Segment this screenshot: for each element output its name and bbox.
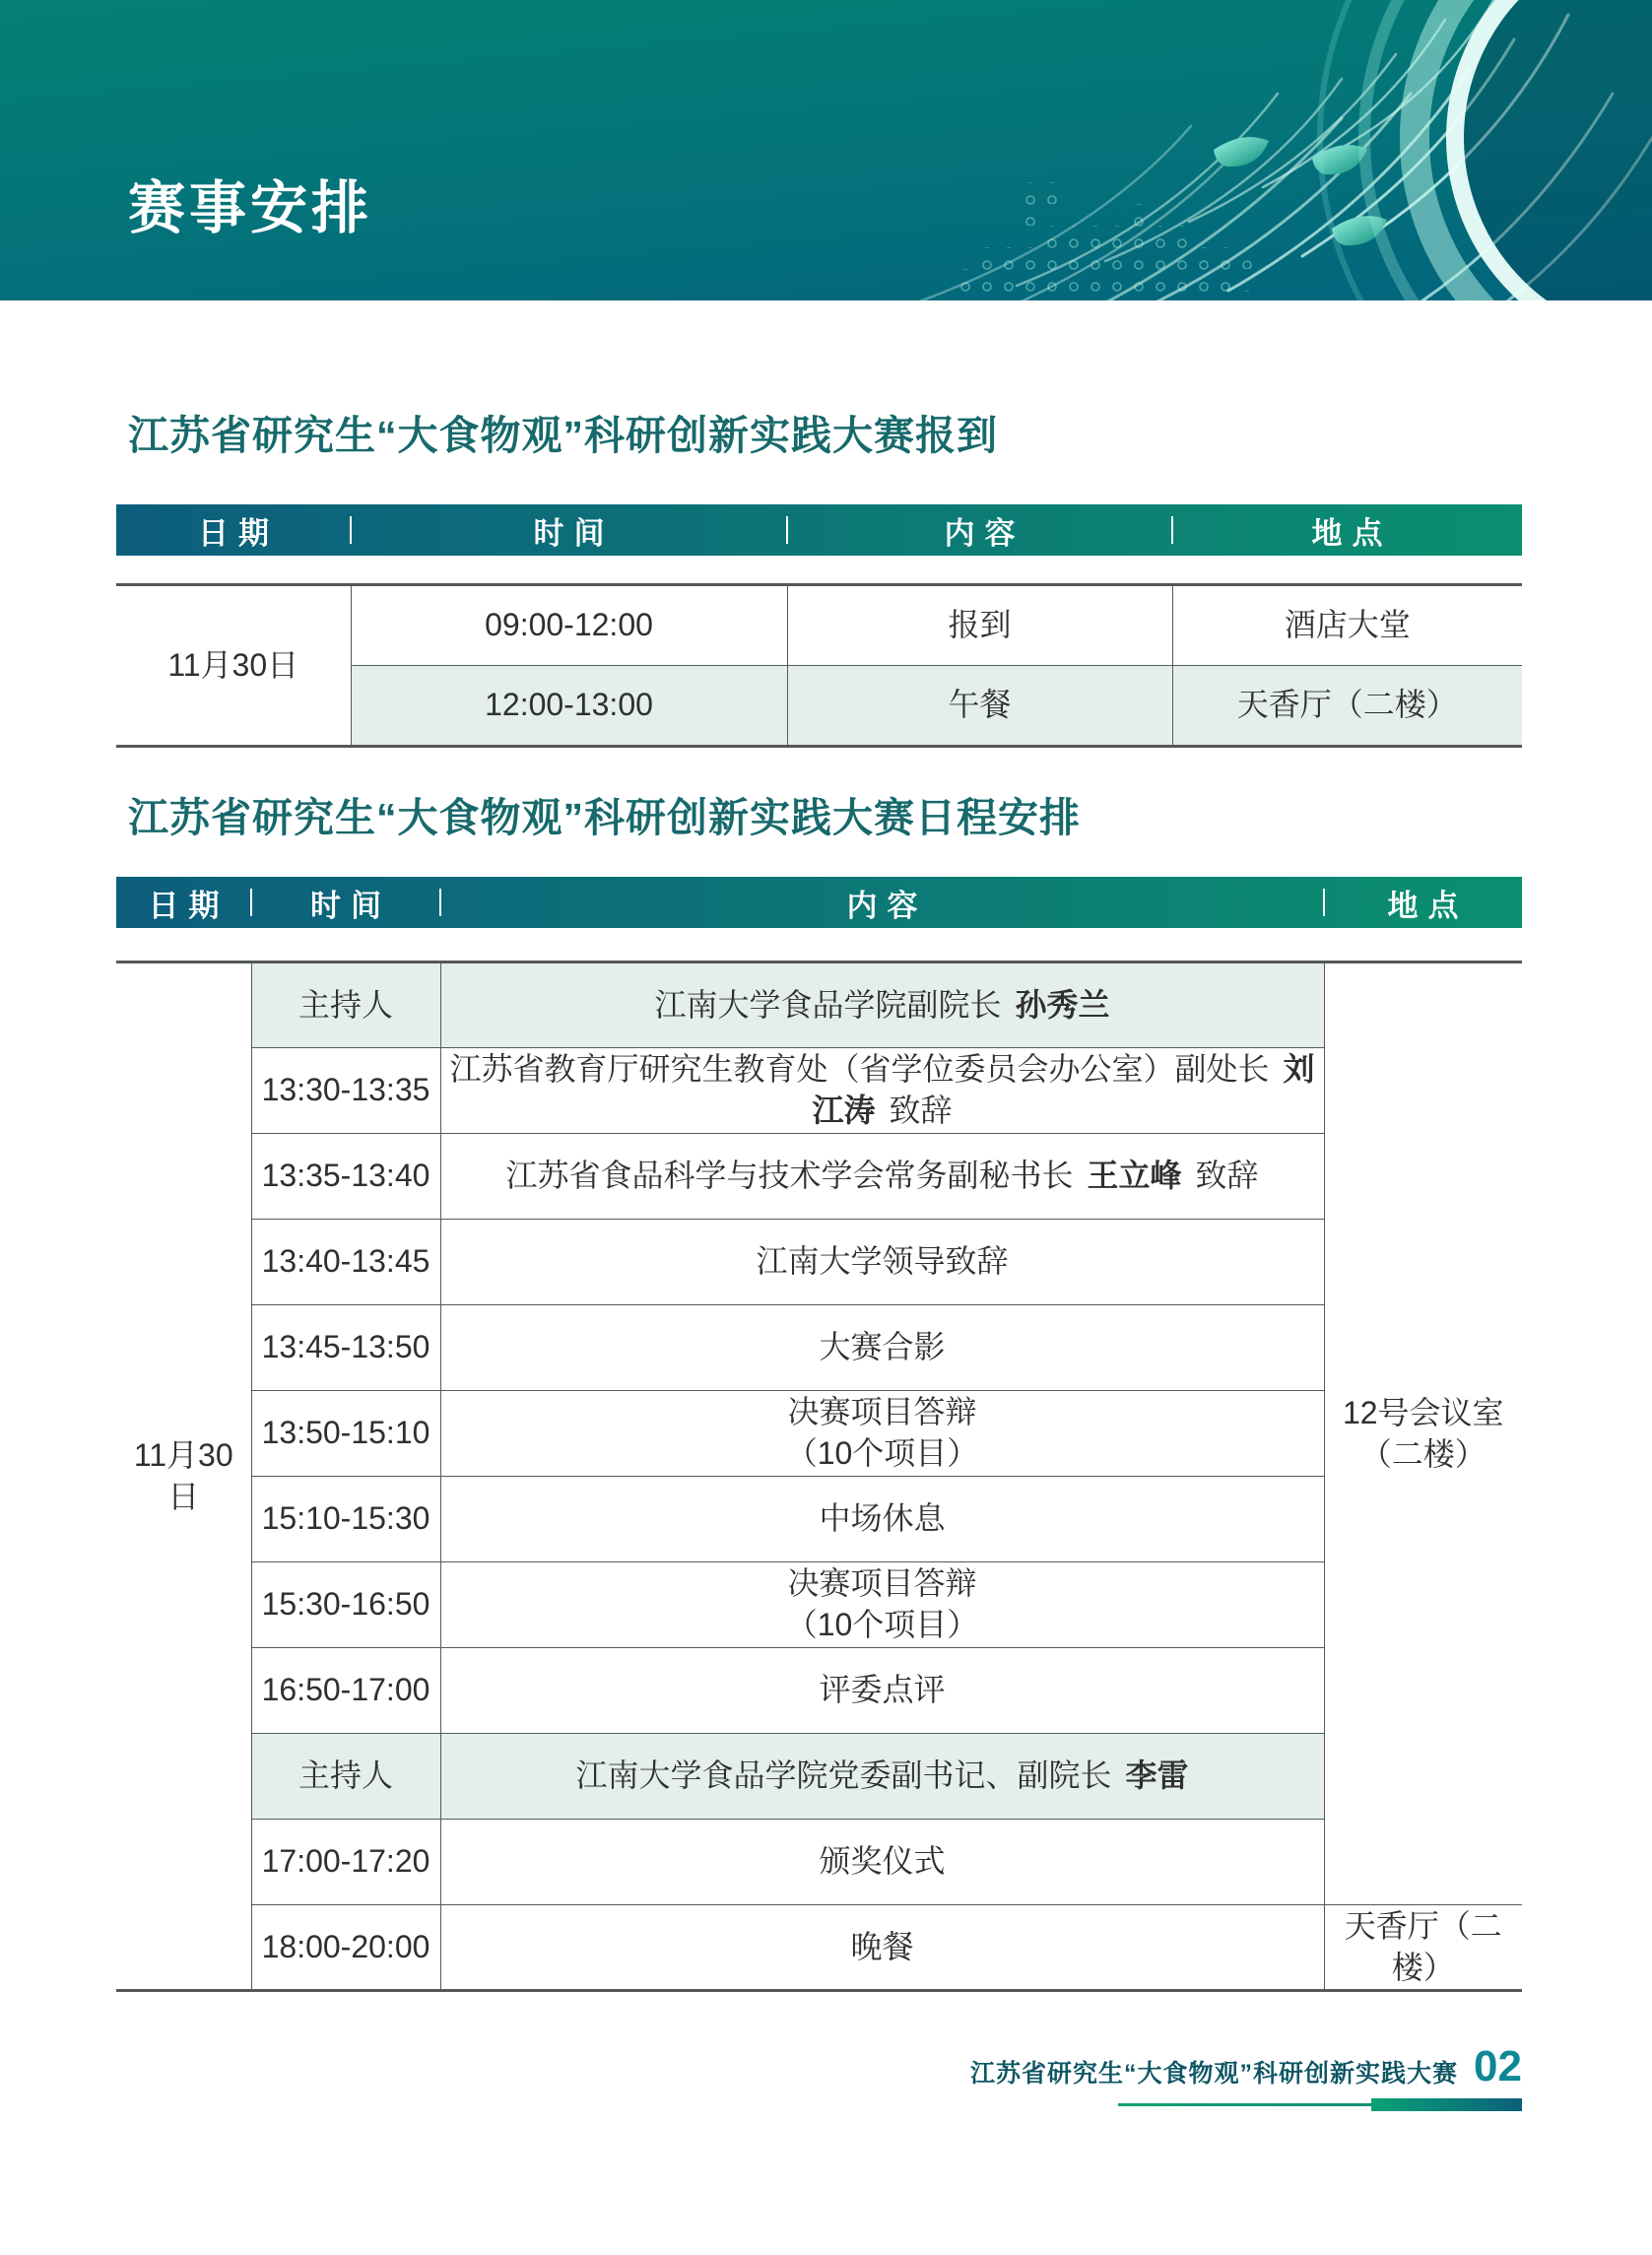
time-cell: 16:50-17:00 [251, 1648, 440, 1734]
time-cell: 09:00-12:00 [351, 585, 787, 666]
footer-rule-thin [1118, 2103, 1371, 2106]
footer-rule-thick [1371, 2098, 1522, 2111]
table-row [116, 1391, 1522, 1477]
table-row [116, 1734, 1522, 1820]
footer-title: 江苏省研究生“大食物观”科研创新实践大赛 [970, 2060, 1459, 2088]
location-cell: 12号会议室 （二楼） [1324, 962, 1522, 1905]
content-cell: 颁奖仪式 [440, 1820, 1324, 1905]
table1-header [116, 504, 1522, 556]
page-number: 02 [1474, 2042, 1522, 2090]
table-row [116, 585, 1522, 666]
time-cell: 13:40-13:45 [251, 1220, 440, 1305]
time-cell: 13:35-13:40 [251, 1134, 440, 1220]
content-cell: 江苏省食品科学与技术学会常务副秘书长 王立峰 致辞 [440, 1134, 1324, 1220]
section2-title: 江苏省研究生“大食物观”科研创新实践大赛日程安排 [128, 795, 1081, 840]
page-footer [970, 2042, 1522, 2090]
section1-title: 江苏省研究生“大食物观”科研创新实践大赛报到 [128, 413, 998, 458]
location-cell: 天香厅（二楼） [1324, 1905, 1522, 1991]
location-cell: 天香厅（二楼） [1172, 666, 1522, 747]
content-cell: 决赛项目答辩 （10个项目） [440, 1391, 1324, 1477]
time-cell: 18:00-20:00 [251, 1905, 440, 1991]
table-row [116, 1648, 1522, 1734]
table-row [116, 1134, 1522, 1220]
content-cell: 中场休息 [440, 1477, 1324, 1562]
content-cell: 晚餐 [440, 1905, 1324, 1991]
header-cell-location: 地点 [1387, 888, 1469, 923]
content-cell: 江苏省教育厅研究生教育处（省学位委员会办公室）副处长 刘江涛 致辞 [440, 1048, 1324, 1134]
time-cell: 13:45-13:50 [251, 1305, 440, 1391]
time-cell: 主持人 [251, 962, 440, 1048]
table-row [116, 1820, 1522, 1905]
time-cell: 13:30-13:35 [251, 1048, 440, 1134]
table-row [116, 1220, 1522, 1305]
header-cell-date: 日期 [116, 877, 251, 928]
header-cell-time: 时间 [351, 504, 787, 556]
agenda-table [116, 961, 1522, 1992]
date-cell: 11月30日 [116, 585, 351, 747]
dot-grid [952, 182, 1257, 300]
page-banner [0, 0, 1652, 300]
time-cell: 15:10-15:30 [251, 1477, 440, 1562]
content-cell: 江南大学领导致辞 [440, 1220, 1324, 1305]
content-cell: 决赛项目答辩 （10个项目） [440, 1562, 1324, 1648]
concentric-rings [1320, 0, 1652, 300]
table-row [116, 962, 1522, 1048]
header-cell-time: 时间 [251, 877, 440, 928]
footer-rule [1118, 2098, 1522, 2111]
time-cell: 主持人 [251, 1734, 440, 1820]
time-cell: 12:00-13:00 [351, 666, 787, 747]
time-cell: 13:50-15:10 [251, 1391, 440, 1477]
time-cell: 17:00-17:20 [251, 1820, 440, 1905]
content-cell: 大赛合影 [440, 1305, 1324, 1391]
header-cell-location: 地点 [1311, 515, 1393, 551]
content-cell: 评委点评 [440, 1648, 1324, 1734]
header-cell-content: 内容 [440, 877, 1324, 928]
content-cell: 江南大学食品学院副院长 孙秀兰 [440, 962, 1324, 1048]
time-cell: 15:30-16:50 [251, 1562, 440, 1648]
header-cell-content: 内容 [787, 504, 1172, 556]
banner-decoration [765, 0, 1652, 300]
content-cell: 江南大学食品学院党委副书记、副院长 李雷 [440, 1734, 1324, 1820]
registration-table [116, 583, 1522, 748]
content-cell: 报到 [787, 585, 1172, 666]
header-cell-date: 日期 [116, 504, 351, 556]
table-row [116, 1477, 1522, 1562]
date-cell: 11月30日 [116, 962, 251, 1991]
location-cell: 酒店大堂 [1172, 585, 1522, 666]
content-cell: 午餐 [787, 666, 1172, 747]
table-row [116, 1048, 1522, 1134]
page-title: 赛事安排 [128, 176, 373, 240]
table-row [116, 1562, 1522, 1648]
table-row [116, 1905, 1522, 1991]
table-row [116, 1305, 1522, 1391]
table2-header [116, 877, 1522, 928]
